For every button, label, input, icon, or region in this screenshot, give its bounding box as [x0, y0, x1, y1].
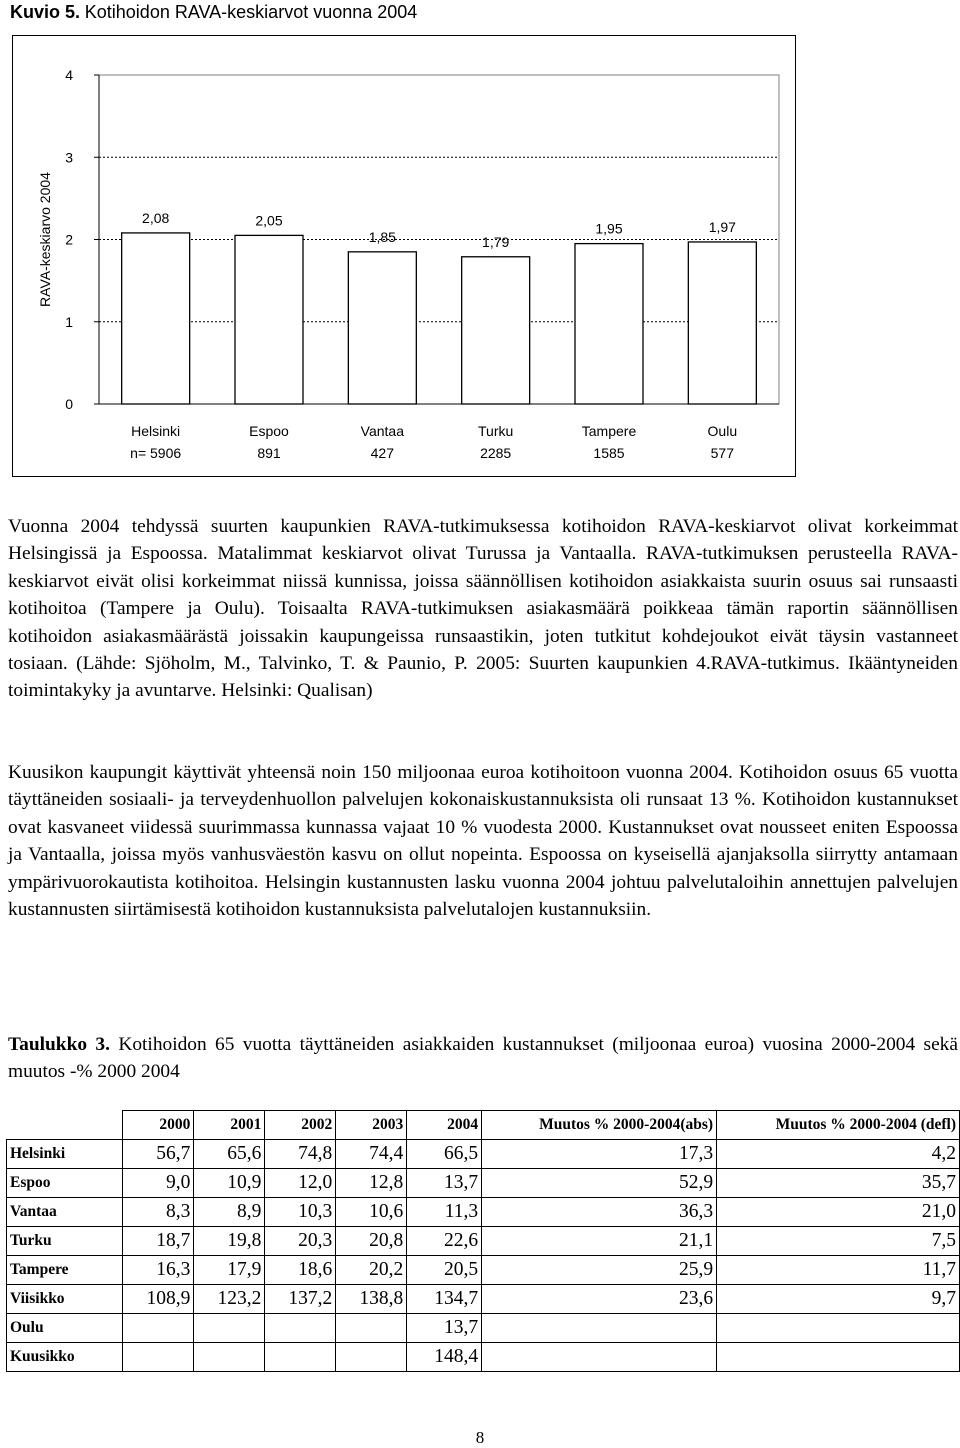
table-cell: 16,3: [123, 1256, 194, 1285]
table-header-cell: 2003: [336, 1111, 407, 1140]
bar: [462, 257, 530, 404]
table-cell: 137,2: [265, 1285, 336, 1314]
y-tick-label: 0: [65, 396, 73, 412]
x-category-label: Turku: [478, 423, 514, 439]
table-cell: 10,3: [265, 1198, 336, 1227]
paragraph-rava: Vuonna 2004 tehdyssä suurten kaupunkien RAVA-tutkimuksessa kotihoidon RAVA-keskiarvot olivat korkeimmat Helsingissä ja Espoossa. Matalimmat keskiarvot olivat Turussa ja Vantaalla. RAVA-tutkimuksen perusteella RAVA-keskiarvot eivät olisi korkeimmat niissä kunnissa, joissa säännöllisen kotihoidon asiakkaista suurin osuus sai runsaasti kotihoitoa (Tampere ja Oulu). Toisaalta RAVA-tutkimuksen asiakasmäärä poikkeaa tämän raportin säännöllisen kotihoidon asiakasmäärästä joissakin kaupungeissa runsaastikin, joten tutkitut kohdejoukot eivät täysin vastanneet tosiaan. (Lähde: Sjöholm, M., Talvinko, T. & Paunio, P. 2005: Suurten kaupunkien 4.RAVA-tutkimus. Ikääntyneiden toimintakyky ja avuntarve. Helsinki: Qualisan): [8, 516, 958, 702]
x-n-label: 1585: [593, 445, 625, 461]
table-cell: 66,5: [407, 1140, 482, 1169]
table-cell: 22,6: [407, 1227, 482, 1256]
table-cell: 9,0: [123, 1169, 194, 1198]
table-cell: 35,7: [717, 1169, 960, 1198]
bar-value-label: 1,79: [482, 233, 510, 250]
bar: [688, 242, 756, 404]
table-row-label: Espoo: [7, 1169, 123, 1198]
table-cell: 13,7: [407, 1169, 482, 1198]
table-cell: [717, 1314, 960, 1343]
x-n-label: n= 5906: [130, 445, 182, 461]
table-cell: [482, 1314, 717, 1343]
table-caption: [8, 1031, 958, 1086]
table-cell: 12,0: [265, 1169, 336, 1198]
table-cell: 8,3: [123, 1198, 194, 1227]
x-n-label: 891: [257, 445, 281, 461]
table-cell: 13,7: [407, 1314, 482, 1343]
table-cell: [336, 1343, 407, 1372]
table-cell: [265, 1343, 336, 1372]
table-cell: 23,6: [482, 1285, 717, 1314]
table-cell: 10,6: [336, 1198, 407, 1227]
table-row: [7, 1285, 960, 1314]
figure-caption-label: Kuvio 5.: [10, 2, 81, 22]
table-cell: 4,2: [717, 1140, 960, 1169]
y-tick-label: 2: [65, 231, 73, 248]
table-cell: [123, 1314, 194, 1343]
table-header-cell: Muutos % 2000-2004(abs): [482, 1111, 717, 1140]
table-cell: [717, 1343, 960, 1372]
table-caption-text: Kotihoidon 65 vuotta täyttäneiden asiakkaiden kustannukset (miljoonaa euroa) vuosina 2000-2004 sekä muutos -% 2000 2004: [8, 1034, 958, 1083]
x-category-label: Vantaa: [360, 423, 405, 439]
table-cell: 17,3: [482, 1140, 717, 1169]
x-n-label: 577: [710, 445, 735, 461]
table-cell: 12,8: [336, 1169, 407, 1198]
bar: [575, 244, 643, 404]
table-cell: 20,2: [336, 1256, 407, 1285]
table-cell: 21,1: [482, 1227, 717, 1256]
table-cell: 9,7: [717, 1285, 960, 1314]
table-row: [7, 1227, 960, 1256]
table-header-row: [7, 1111, 960, 1140]
table-cell: 18,6: [265, 1256, 336, 1285]
table-cell: 7,5: [717, 1227, 960, 1256]
table-row: [7, 1140, 960, 1169]
table-cell: 19,8: [194, 1227, 265, 1256]
bar: [235, 235, 303, 404]
table-row: [7, 1256, 960, 1285]
table-cell: 11,3: [407, 1198, 482, 1227]
page-number: 8: [475, 1428, 485, 1447]
table-cell: 11,7: [717, 1256, 960, 1285]
table-cell: 17,9: [194, 1256, 265, 1285]
table-cell: 74,8: [265, 1140, 336, 1169]
table-header-cell: 2000: [123, 1111, 194, 1140]
table-row: [7, 1169, 960, 1198]
table-cell: 18,7: [123, 1227, 194, 1256]
y-tick-label: 3: [65, 149, 73, 166]
x-n-label: 427: [370, 445, 395, 461]
cost-table: [6, 1110, 960, 1372]
table-header-cell: 2001: [194, 1111, 265, 1140]
paragraph-costs: Kuusikon kaupungit käyttivät yhteensä noin 150 miljoonaa euroa kotihoitoon vuonna 2004. Kotihoidon osuus 65 vuotta täyttäneiden sosiaali- ja terveydenhuollon palvelujen kokonaiskustannuksista oli runsaat 13 %. Kotihoidon kustannukset ovat kasvaneet viidessä suurimmassa kunnassa vajaat 10 % vuodesta 2000. Kustannukset ovat nousseet eniten Espoossa ja Vantaalla, joissa myös vanhusväestön kasvu on ollut nopeinta. Espoossa on kyseisellä ajanjaksolla siirrytty antamaan ympärivuorokautista kotihoitoa. Helsingin kustannusten lasku vuonna 2004 johtuu palvelutaloihin annettujen palvelujen kustannusten siirtämisestä kotihoidon kustannuksista palvelutalojen kustannuksiin.: [8, 762, 958, 921]
table-row-label: Viisikko: [7, 1285, 123, 1314]
table-header-cell: 2004: [407, 1111, 482, 1140]
table-row: [7, 1314, 960, 1343]
table-cell: 10,9: [194, 1169, 265, 1198]
table-cell: 52,9: [482, 1169, 717, 1198]
y-axis-title: RAVA-keskiarvo 2004: [37, 172, 53, 307]
table-row: [7, 1198, 960, 1227]
table-row-label: Kuusikko: [7, 1343, 123, 1372]
table-header-cell: Muutos % 2000-2004 (defl): [717, 1111, 960, 1140]
x-category-label: Oulu: [707, 423, 738, 439]
x-category-label: Tampere: [581, 423, 637, 439]
figure-caption: [10, 0, 417, 25]
table-cell: 20,8: [336, 1227, 407, 1256]
bar: [348, 252, 416, 404]
table-row-label: Vantaa: [7, 1198, 123, 1227]
table-cell: [194, 1343, 265, 1372]
table-cell: 8,9: [194, 1198, 265, 1227]
table-header-cell: 2002: [265, 1111, 336, 1140]
table-cell: 36,3: [482, 1198, 717, 1227]
table-cell: 65,6: [194, 1140, 265, 1169]
bar-value-label: 1,85: [368, 228, 396, 245]
bar-value-label: 1,95: [595, 220, 623, 237]
bar-value-label: 1,97: [708, 218, 736, 235]
table-cell: [265, 1314, 336, 1343]
table-row-label: Oulu: [7, 1314, 123, 1343]
table-row-label: Turku: [7, 1227, 123, 1256]
table-caption-label: Taulukko 3.: [8, 1034, 110, 1055]
table-row-label: Tampere: [7, 1256, 123, 1285]
table-cell: 148,4: [407, 1343, 482, 1372]
table-cell: 123,2: [194, 1285, 265, 1314]
bar: [122, 233, 190, 404]
table-cell: 56,7: [123, 1140, 194, 1169]
x-category-label: Helsinki: [131, 423, 181, 439]
table-cell: 108,9: [123, 1285, 194, 1314]
table-cell: 25,9: [482, 1256, 717, 1285]
table-cell: 138,8: [336, 1285, 407, 1314]
x-category-label: Espoo: [249, 423, 289, 439]
bar-value-label: 2,08: [142, 209, 170, 226]
x-n-label: 2285: [480, 445, 512, 461]
rava-bar-chart: [12, 35, 796, 477]
table-cell: 20,5: [407, 1256, 482, 1285]
table-row: [7, 1343, 960, 1372]
y-tick-label: 4: [65, 67, 73, 83]
table-cell: 74,4: [336, 1140, 407, 1169]
y-tick-label: 1: [65, 313, 73, 330]
table-cell: 20,3: [265, 1227, 336, 1256]
table-row-label: Helsinki: [7, 1140, 123, 1169]
table-cell: 21,0: [717, 1198, 960, 1227]
table-cell: [123, 1343, 194, 1372]
table-cell: 134,7: [407, 1285, 482, 1314]
table-corner-cell: [7, 1111, 123, 1140]
table-cell: [194, 1314, 265, 1343]
table-cell: [482, 1343, 717, 1372]
bar-value-label: 2,05: [255, 212, 283, 229]
figure-caption-text: Kotihoidon RAVA-keskiarvot vuonna 2004: [84, 2, 418, 22]
table-cell: [336, 1314, 407, 1343]
